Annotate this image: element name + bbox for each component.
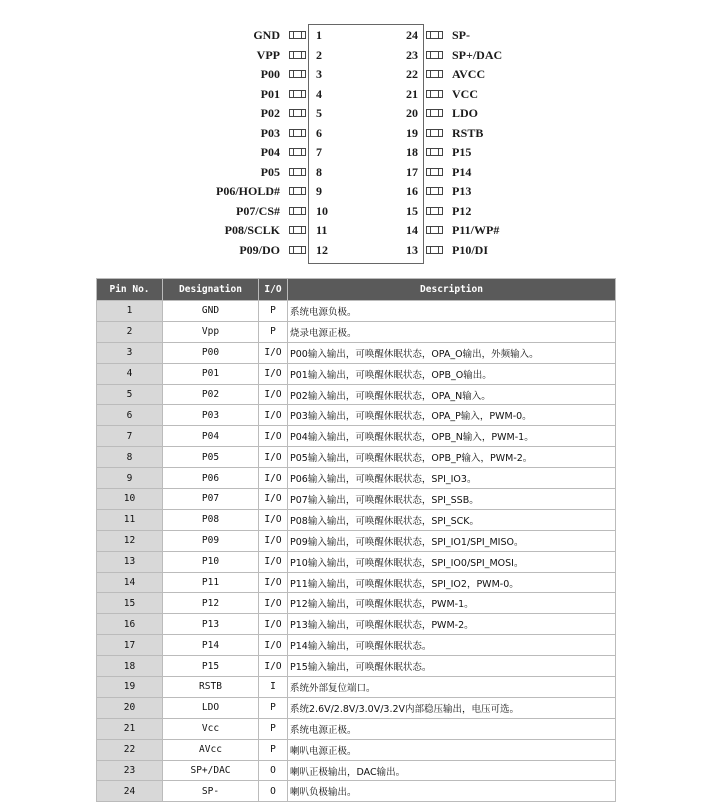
pin-right-18 <box>0 143 720 162</box>
cell-io: P <box>259 321 288 342</box>
table-row <box>97 301 616 322</box>
cell-description: P00输入输出，可唤醒休眠状态，OPA_O输出，外频输入。 <box>288 342 616 363</box>
pin-name-label: GND <box>253 28 280 42</box>
cell-description: 系统电源正极。 <box>288 718 616 739</box>
cell-io: P <box>259 301 288 322</box>
pin-number-label: 18 <box>406 145 418 159</box>
table-row <box>97 551 616 572</box>
cell-designation: P05 <box>163 447 259 468</box>
cell-pin-no: 9 <box>97 468 163 489</box>
table-row <box>97 468 616 489</box>
cell-pin-no: 17 <box>97 635 163 656</box>
cell-description: P13输入输出，可唤醒休眠状态，PWM-2。 <box>288 614 616 635</box>
pin-number-label: 14 <box>406 223 418 237</box>
cell-description: P11输入输出，可唤醒休眠状态，SPI_IO2，PWM-0。 <box>288 572 616 593</box>
cell-designation: LDO <box>163 697 259 718</box>
pin-pad-icon <box>426 90 443 98</box>
cell-io: I/O <box>259 405 288 426</box>
pin-pad-icon <box>426 70 443 78</box>
table-row <box>97 572 616 593</box>
pin-number-label: 10 <box>316 203 328 218</box>
cell-designation: Vpp <box>163 321 259 342</box>
cell-io: I/O <box>259 468 288 489</box>
cell-io: I/O <box>259 530 288 551</box>
pin-name-label: SP+/DAC <box>452 47 503 62</box>
pin-right-19 <box>0 124 720 143</box>
cell-description: P01输入输出，可唤醒休眠状态，OPB_O输出。 <box>288 363 616 384</box>
cell-pin-no: 5 <box>97 384 163 405</box>
pin-name-label: P14 <box>452 164 472 179</box>
cell-designation: SP+/DAC <box>163 760 259 781</box>
cell-description: P10输入输出，可唤醒休眠状态，SPI_IO0/SPI_MOSI。 <box>288 551 616 572</box>
header-pin-no: Pin No. <box>97 279 163 301</box>
cell-designation: SP- <box>163 781 259 802</box>
pin-name-label: P09/DO <box>239 242 280 257</box>
cell-pin-no: 12 <box>97 530 163 551</box>
cell-pin-no: 24 <box>97 781 163 802</box>
table-row <box>97 321 616 342</box>
pin-pad-icon <box>426 226 443 234</box>
cell-description: P06输入输出，可唤醒休眠状态，SPI_IO3。 <box>288 468 616 489</box>
pin-name-label: SP- <box>452 28 470 42</box>
cell-description: 喇叭电源正极。 <box>288 739 616 760</box>
table-row <box>97 426 616 447</box>
table-header-row <box>97 279 616 301</box>
cell-io: I/O <box>259 635 288 656</box>
cell-description: 烧录电源正极。 <box>288 321 616 342</box>
table-row <box>97 530 616 551</box>
table-row <box>97 363 616 384</box>
pin-name-label: P00 <box>260 67 280 81</box>
cell-pin-no: 6 <box>97 405 163 426</box>
pin-number-label: 22 <box>406 67 418 81</box>
cell-designation: AVcc <box>163 739 259 760</box>
pin-number-label: 23 <box>406 47 418 62</box>
table-row <box>97 656 616 677</box>
pin-name-label: VCC <box>452 86 478 101</box>
table-row <box>97 489 616 510</box>
pin-name-label: P01 <box>260 86 280 101</box>
pin-pad-icon <box>426 187 443 195</box>
cell-io: P <box>259 739 288 760</box>
table-row <box>97 447 616 468</box>
cell-pin-no: 18 <box>97 656 163 677</box>
pin-right-20 <box>0 104 720 123</box>
cell-designation: P13 <box>163 614 259 635</box>
cell-pin-no: 14 <box>97 572 163 593</box>
pin-number-label: 12 <box>316 242 328 257</box>
cell-description: P15输入输出，可唤醒休眠状态。 <box>288 656 616 677</box>
cell-description: 喇叭正极输出，DAC输出。 <box>288 760 616 781</box>
pin-right-17 <box>0 163 720 182</box>
pin-right-22 <box>0 65 720 84</box>
pin-name-label: P13 <box>452 184 472 198</box>
cell-description: 喇叭负极输出。 <box>288 781 616 802</box>
cell-description: P02输入输出，可唤醒休眠状态，OPA_N输入。 <box>288 384 616 405</box>
pin-name-label: P05 <box>260 164 280 179</box>
pin-right-14 <box>0 221 720 240</box>
cell-io: I/O <box>259 489 288 510</box>
pin-right-13 <box>0 241 720 260</box>
cell-io: I/O <box>259 614 288 635</box>
cell-description: 系统电源负极。 <box>288 301 616 322</box>
cell-pin-no: 2 <box>97 321 163 342</box>
table-row <box>97 781 616 802</box>
cell-pin-no: 3 <box>97 342 163 363</box>
pin-number-label: 11 <box>316 223 328 237</box>
pin-number-label: 24 <box>406 28 418 42</box>
cell-designation: P03 <box>163 405 259 426</box>
pin-number-label: 9 <box>316 184 322 198</box>
pin-number-label: 4 <box>316 86 322 101</box>
header-io: I/O <box>259 279 288 301</box>
cell-description: P12输入输出，可唤醒休眠状态，PWM-1。 <box>288 593 616 614</box>
cell-pin-no: 7 <box>97 426 163 447</box>
pin-name-label: LDO <box>452 106 479 120</box>
table-row <box>97 405 616 426</box>
cell-pin-no: 16 <box>97 614 163 635</box>
pin-name-label: RSTB <box>452 125 484 140</box>
pin-number-label: 19 <box>406 125 418 140</box>
cell-designation: P10 <box>163 551 259 572</box>
pin-right-16 <box>0 182 720 201</box>
cell-designation: P01 <box>163 363 259 384</box>
pin-pad-icon <box>426 148 443 156</box>
cell-description: P05输入输出，可唤醒休眠状态，OPB_P输入，PWM-2。 <box>288 447 616 468</box>
pin-number-label: 20 <box>406 106 418 120</box>
cell-io: O <box>259 781 288 802</box>
pin-right-21 <box>0 85 720 104</box>
pin-pad-icon <box>426 109 443 117</box>
cell-designation: P15 <box>163 656 259 677</box>
cell-description: P07输入输出，可唤醒休眠状态，SPI_SSB。 <box>288 489 616 510</box>
cell-io: I/O <box>259 426 288 447</box>
cell-pin-no: 19 <box>97 677 163 698</box>
cell-designation: Vcc <box>163 718 259 739</box>
pin-number-label: 5 <box>316 106 322 120</box>
pin-name-label: P07/CS# <box>235 203 280 218</box>
pin-number-label: 16 <box>406 184 418 198</box>
pin-name-label: AVCC <box>452 67 486 81</box>
table-row <box>97 739 616 760</box>
cell-designation: P04 <box>163 426 259 447</box>
table-row <box>97 593 616 614</box>
cell-designation: P11 <box>163 572 259 593</box>
cell-io: I/O <box>259 447 288 468</box>
cell-pin-no: 11 <box>97 509 163 530</box>
table-row <box>97 760 616 781</box>
cell-io: I <box>259 677 288 698</box>
pin-number-label: 21 <box>406 86 418 101</box>
pin-number-label: 3 <box>316 67 322 81</box>
cell-description: P09输入输出，可唤醒休眠状态，SPI_IO1/SPI_MISO。 <box>288 530 616 551</box>
pin-pad-icon <box>426 129 443 137</box>
pin-pad-icon <box>426 168 443 176</box>
table-row <box>97 718 616 739</box>
cell-pin-no: 22 <box>97 739 163 760</box>
pin-pad-icon <box>426 246 443 254</box>
cell-designation: P14 <box>163 635 259 656</box>
pin-number-label: 13 <box>406 242 418 257</box>
cell-pin-no: 15 <box>97 593 163 614</box>
table-row <box>97 342 616 363</box>
pin-number-label: 6 <box>316 125 322 140</box>
pin-pad-icon <box>426 31 443 39</box>
table-row <box>97 509 616 530</box>
table-row <box>97 677 616 698</box>
cell-designation: P00 <box>163 342 259 363</box>
pin-pad-icon <box>426 207 443 215</box>
cell-pin-no: 1 <box>97 301 163 322</box>
pin-name-label: P06/HOLD# <box>215 184 280 198</box>
cell-description: P03输入输出，可唤醒休眠状态，OPA_P输入，PWM-0。 <box>288 405 616 426</box>
cell-io: I/O <box>259 363 288 384</box>
cell-designation: RSTB <box>163 677 259 698</box>
cell-io: I/O <box>259 551 288 572</box>
pin-number-label: 1 <box>316 28 322 42</box>
cell-pin-no: 21 <box>97 718 163 739</box>
pin-name-label: P04 <box>260 145 280 159</box>
pin-number-label: 2 <box>316 47 322 62</box>
cell-pin-no: 4 <box>97 363 163 384</box>
pin-number-label: 17 <box>406 164 418 179</box>
cell-io: I/O <box>259 593 288 614</box>
pinout-diagram <box>0 0 720 270</box>
pin-name-label: VPP <box>256 47 280 62</box>
pin-name-label: P12 <box>452 203 472 218</box>
pin-name-label: P11/WP# <box>452 223 500 237</box>
header-description: Description <box>288 279 616 301</box>
pin-description-table <box>96 278 616 802</box>
cell-pin-no: 10 <box>97 489 163 510</box>
cell-description: 系统2.6V/2.8V/3.0V/3.2V内部稳压输出，电压可选。 <box>288 697 616 718</box>
pin-name-label: P15 <box>452 145 472 159</box>
cell-designation: P12 <box>163 593 259 614</box>
cell-designation: P07 <box>163 489 259 510</box>
cell-designation: P06 <box>163 468 259 489</box>
pin-right-23 <box>0 46 720 65</box>
cell-description: P08输入输出，可唤醒休眠状态，SPI_SCK。 <box>288 509 616 530</box>
cell-io: I/O <box>259 384 288 405</box>
pin-name-label: P08/SCLK <box>224 223 280 237</box>
pin-pad-icon <box>426 51 443 59</box>
cell-io: I/O <box>259 509 288 530</box>
pin-name-label: P02 <box>260 106 280 120</box>
pin-number-label: 15 <box>406 203 418 218</box>
cell-pin-no: 23 <box>97 760 163 781</box>
cell-designation: P08 <box>163 509 259 530</box>
cell-io: I/O <box>259 342 288 363</box>
pin-name-label: P10/DI <box>452 242 488 257</box>
cell-description: P14输入输出，可唤醒休眠状态。 <box>288 635 616 656</box>
pin-number-label: 8 <box>316 164 322 179</box>
pin-number-label: 7 <box>316 145 322 159</box>
table-row <box>97 635 616 656</box>
cell-designation: P09 <box>163 530 259 551</box>
cell-io: O <box>259 760 288 781</box>
cell-description: 系统外部复位端口。 <box>288 677 616 698</box>
header-designation: Designation <box>163 279 259 301</box>
cell-designation: P02 <box>163 384 259 405</box>
cell-designation: GND <box>163 301 259 322</box>
cell-io: I/O <box>259 572 288 593</box>
table-row <box>97 614 616 635</box>
cell-pin-no: 20 <box>97 697 163 718</box>
table-row <box>97 384 616 405</box>
pin-right-24 <box>0 26 720 45</box>
cell-pin-no: 8 <box>97 447 163 468</box>
cell-io: I/O <box>259 656 288 677</box>
pin-right-15 <box>0 202 720 221</box>
cell-pin-no: 13 <box>97 551 163 572</box>
cell-io: P <box>259 718 288 739</box>
cell-io: P <box>259 697 288 718</box>
table-row <box>97 697 616 718</box>
cell-description: P04输入输出，可唤醒休眠状态，OPB_N输入，PWM-1。 <box>288 426 616 447</box>
pin-name-label: P03 <box>260 125 280 140</box>
